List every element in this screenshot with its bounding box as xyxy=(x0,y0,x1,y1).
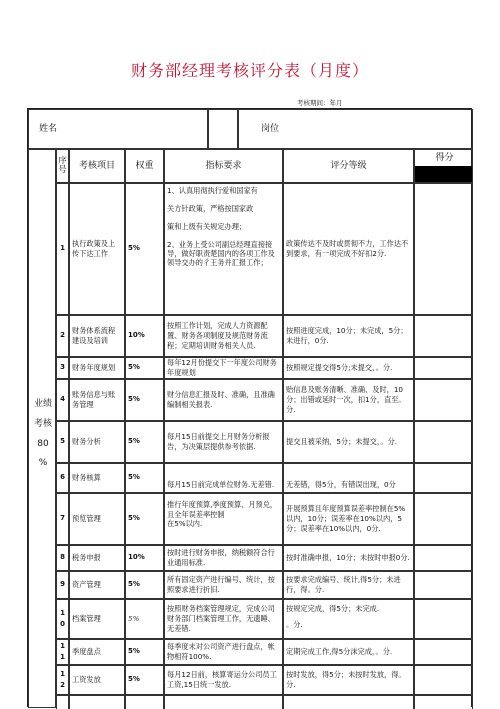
row-4-no: 4 xyxy=(56,379,69,421)
row-7-weight: 5% xyxy=(125,493,164,545)
row-6-score[interactable] xyxy=(414,463,473,493)
row-10-grade: 按规定完成，得5分；未完成. 。分. xyxy=(283,599,414,639)
row-7-requirement: 推行年度预算,季度预算、月预兑，且全年误差率控制 在5%以内. xyxy=(164,493,283,545)
row-8-weight: 10% xyxy=(125,545,164,571)
row-12-item: 工资发放 xyxy=(69,665,125,695)
row-2-requirement: 按照工作计划，完成人力资源配置、财务各项制度及规范财务流程；定期培训财务相关人员. xyxy=(164,315,283,357)
row-9-requirement: 所有固定资产进行编号、统计，按照要求进行折旧. xyxy=(164,571,283,599)
row-5-item: 财务分析 xyxy=(69,421,125,463)
row-1-score[interactable] xyxy=(414,183,473,315)
row-10-item: 档案管理 xyxy=(69,599,125,639)
row-7-no: 7 xyxy=(56,493,69,545)
row-3-requirement: 每年12月份提交下一年度公司财务年度规划 xyxy=(164,357,283,379)
row-1-grade: 政策传达不及时或贯彻不力，工作达不到要求，有一项完成不好扣2分. xyxy=(283,183,414,315)
row-6-no: 6 xyxy=(56,463,69,493)
row-7-grade: 开展预算且年度预算误差率控制在5%以内，10分；误差率在10%以内，5分；误差率在10%以内，0分. xyxy=(283,493,414,545)
score-header: 得分 xyxy=(435,152,454,163)
row-9-grade: 按要求完成编号、统计,得5分；未进行，得。分. xyxy=(283,571,414,599)
row-11-grade: 定期完成工作,得5分沫完成，。分. xyxy=(283,639,414,665)
row-11-score[interactable] xyxy=(414,639,473,665)
name-label-cell xyxy=(28,109,208,149)
row-3-item: 财务年度规划 xyxy=(69,357,125,379)
row-2-no: 2 xyxy=(56,315,69,357)
row-12-requirement: 每月12日前，核算寄运分公司员工工资,15日统一发放. xyxy=(164,665,283,695)
grade-header: 评分等级 xyxy=(283,149,414,183)
name-label: 姓名 xyxy=(39,123,58,134)
row-12-grade: 按时发放，得5分；未按时发放，得。分. xyxy=(283,665,414,695)
row-2-score[interactable] xyxy=(414,315,473,357)
row-12-weight: 5% xyxy=(125,665,164,695)
row-7-score[interactable] xyxy=(414,493,473,545)
position-label: 岗位 xyxy=(261,123,280,134)
seq-header-text: 序号 xyxy=(58,155,67,175)
row-4-requirement: 财分信息汇报及时、准确，且准确编制相关报表. xyxy=(164,379,283,421)
row-8-grade: 按时准确申报，10分；未按时申报0分. xyxy=(283,545,414,571)
row-9-item: 资产管理 xyxy=(69,571,125,599)
row-6-requirement: 每月15日前完成单位财务.无差错. xyxy=(164,463,283,493)
side-label-line3: 80 xyxy=(37,438,49,449)
page-title: 财务部经理考核评分表（月度） xyxy=(130,61,369,80)
row-2-item: 财务体系流程建设及培训 xyxy=(69,315,125,357)
row-3-weight: 5% xyxy=(125,357,164,379)
row-1-requirement: 1、认真用彻执行爱和国家有 关方针政策，严格按国家政 策和上级有关规定办理； 2、业务上受公司副总经理直接接导，做好职责楚国内的各项工作及领导交办的彳王务并汇报工作； xyxy=(164,183,283,315)
row-2-weight: 10% xyxy=(125,315,164,357)
item-header: 考核项目 xyxy=(69,149,125,183)
side-label-line4: % xyxy=(38,458,48,469)
row-8-requirement: 按时进行财务申报，纳税额符合行业通用标准. xyxy=(164,545,283,571)
score-header-cell xyxy=(414,149,473,183)
weight-header: 权重 xyxy=(125,149,164,183)
position-label-cell xyxy=(238,109,473,149)
row-10-score[interactable] xyxy=(414,599,473,639)
side-label-line2: 考核 xyxy=(33,418,52,429)
row-9-score[interactable] xyxy=(414,571,473,599)
row-4-weight: 5% xyxy=(125,379,164,421)
row-11-no: 11 xyxy=(56,639,69,665)
row-11-requirement: 每季度末对公司资产进行盘点，帐物相符100%. xyxy=(164,639,283,665)
assessment-table xyxy=(27,108,472,707)
row-12-score[interactable] xyxy=(414,665,473,695)
name-value-cell[interactable] xyxy=(208,109,238,149)
score-header-fill xyxy=(415,166,473,183)
row-6-weight: 5% xyxy=(125,463,164,493)
row-5-grade: 提交且被采纳，5分；未提交，。分. xyxy=(283,421,414,463)
row-10-requirement: 按照财务档案管理规定，完成公司财务部门档案管理工作，无遗睡、无差错. xyxy=(164,599,283,639)
side-label-line1: 业绩 xyxy=(33,399,52,409)
row-4-score[interactable] xyxy=(414,379,473,421)
side-blank-cell xyxy=(28,149,56,183)
seq-header xyxy=(56,149,69,183)
row-10-weight: 5% xyxy=(125,599,164,639)
row-3-score[interactable] xyxy=(414,357,473,379)
row-4-item: 账务信息与账务管理 xyxy=(69,379,125,421)
requirement-header: 指标要求 xyxy=(164,149,283,183)
performance-side-label xyxy=(28,183,56,708)
row-9-weight: 5% xyxy=(125,571,164,599)
row-3-no: 3 xyxy=(56,357,69,379)
row-1-weight: 5% xyxy=(125,183,164,315)
row-10-no: 10 xyxy=(56,599,69,639)
row-5-weight: 5% xyxy=(125,421,164,463)
row-9-no: 9 xyxy=(56,571,69,599)
row-2-grade: 按照进度完成，10分；未完成，5分；未进行，0分. xyxy=(283,315,414,357)
row-7-item: 预览管理 xyxy=(69,493,125,545)
row-11-weight: 5% xyxy=(125,639,164,665)
row-6-item: 财务核算 xyxy=(69,463,125,493)
row-5-no: 5 xyxy=(56,421,69,463)
row-3-grade: 按照规定提交得5分;未提交，。分. xyxy=(283,357,414,379)
row-4-grade: 贻信息及账务清晰、准确、及时，10分；出错或延时一次，扣1分，直至。分. xyxy=(283,379,414,421)
row-6-grade: 无差错，得5分，有错误出现，0分 xyxy=(283,463,414,493)
row-8-no: 8 xyxy=(56,545,69,571)
row-1-no: 1 xyxy=(56,183,69,315)
row-5-requirement: 每月15日前提交上月财务分析报告，为决策层提供参考依据. xyxy=(164,421,283,463)
row-1-item: 执行政策及上传下达工作 xyxy=(69,183,125,315)
row-11-item: 季度盘点 xyxy=(69,639,125,665)
row-8-item: 税务申报 xyxy=(69,545,125,571)
row-8-score[interactable] xyxy=(414,545,473,571)
assessment-period: 考核期间：年月 xyxy=(297,99,343,107)
row-5-score[interactable] xyxy=(414,421,473,463)
row-12-no: 12 xyxy=(56,665,69,695)
